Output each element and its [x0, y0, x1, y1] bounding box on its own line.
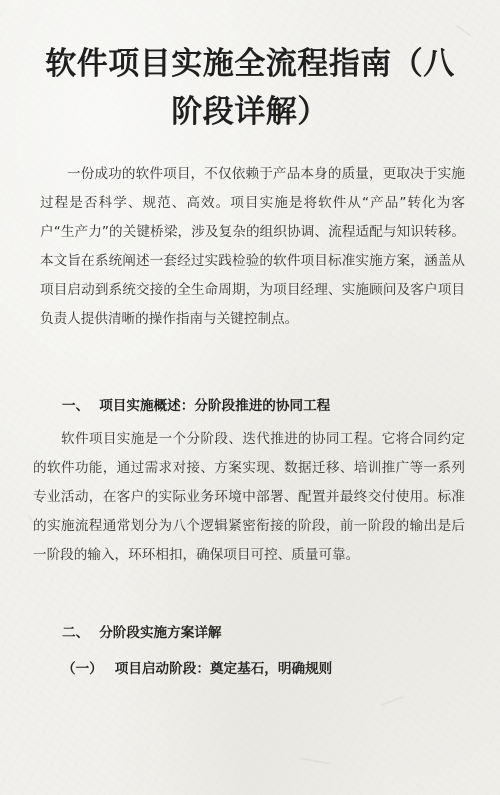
section1-heading-text: 项目实施概述：分阶段推进的协同工程: [99, 398, 331, 414]
section2-heading-text: 分阶段实施方案详解: [99, 625, 222, 641]
section1-heading: [62, 394, 330, 418]
section1-number: 一、: [62, 398, 90, 414]
paper-fiber: [456, 25, 472, 37]
intro-paragraph: 一份成功的软件项目，不仅依赖于产品本身的质量，更取决于实施过程是否科学、规范、高效。项目实施是将软件从“产品”转化为客户“生产力”的关键桥梁，涉及复杂的组织协调、流程适配与知识转移。本文旨在系统阐述一套经过实践检验的软件项目标准实施方案，涵盖从项目启动到系统交接的全生命周期，为项目经理、实施顾问及客户项目负责人提供清晰的操作指南与关键控制点。: [40, 166, 465, 328]
paper-fiber: [380, 696, 403, 706]
subsection1-heading-text: 项目启动阶段：奠定基石，明确规则: [114, 661, 333, 677]
subsection1-number: （一）: [62, 661, 103, 677]
subsection1-heading: [62, 657, 332, 681]
document-title: 软件项目实施全流程指南（八阶段详解）: [45, 46, 455, 130]
paper-fiber: [300, 757, 330, 764]
section1-body: 软件项目实施是一个分阶段、迭代推进的协同工程。它将合同约定的软件功能，通过需求对接、方案实现、数据迁移、培训推广等一系列专业活动，在客户的实际业务环境中部署、配置并最终交付使用。标准的实施流程通常划分为八个逻辑紧密衔接的阶段，前一阶段的输出是后一阶段的输入，环环相扣，确保项目可控、质量可靠。: [33, 431, 465, 564]
section2-number: 二、: [62, 625, 90, 641]
section2-heading: [62, 621, 222, 645]
